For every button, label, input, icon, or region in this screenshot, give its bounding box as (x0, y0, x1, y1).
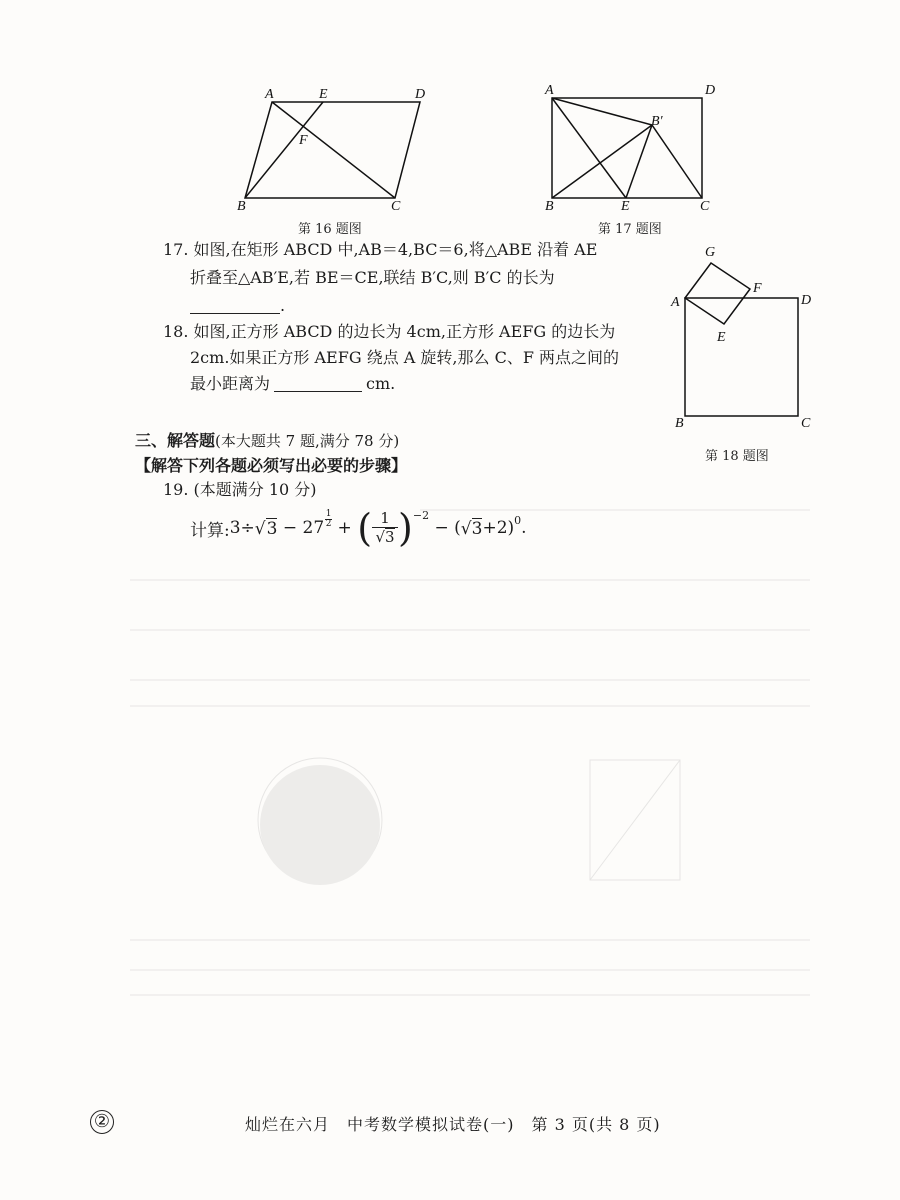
fig16-label-e: E (319, 87, 328, 102)
q19-end: . (521, 518, 527, 538)
q19-exp-num: 1 (325, 508, 332, 519)
fig18-label-e: E (717, 330, 726, 345)
q19-sqrt3b-radicand: 3 (471, 518, 483, 539)
reverse-side-show-through (120, 490, 840, 1050)
fig16-label-b: B (237, 199, 246, 214)
fig17-label-d: D (705, 83, 716, 98)
fig16-label-f: F (299, 133, 308, 148)
q18-line3-prefix: 最小距离为 (190, 374, 271, 393)
q19-exp-neg2: −2 (412, 508, 430, 522)
figure-16 (225, 80, 445, 215)
fig17-label-bprime: B′ (651, 114, 663, 129)
q19-paren-close: ) (398, 506, 413, 550)
q18-line3-suffix: cm. (366, 374, 396, 393)
q19-lead: 计算: (190, 520, 230, 541)
fig18-label-c: C (801, 416, 811, 431)
q19-plus: + (332, 518, 358, 538)
q19-header: 19. (本题满分 10 分) (163, 480, 317, 499)
q19-plus2: +2) (482, 518, 515, 538)
q19-minus-paren: − ( (429, 518, 461, 538)
figure-17-caption: 第 17 题图 (598, 222, 662, 237)
q19-exp-zero: 0 (514, 513, 522, 527)
figure-16-drawing (225, 80, 445, 215)
radical-sign: √ (375, 528, 386, 546)
q19-term1: 3÷ (229, 518, 255, 538)
q19-frac-den-radicand: 3 (385, 528, 395, 546)
fig16-label-d: D (415, 87, 426, 102)
fig18-label-a: A (671, 295, 680, 310)
figure-16-caption: 第 16 题图 (298, 222, 362, 237)
figure-18 (665, 240, 825, 440)
section-3-instruction: 【解答下列各题必须写出必要的步骤】 (135, 456, 408, 475)
q19-frac-num: 1 (380, 509, 390, 527)
fig17-label-c: C (700, 199, 710, 214)
section-3-heading (135, 428, 399, 451)
q17-answer-blank[interactable] (190, 297, 280, 314)
section-3-note: (本大题共 7 题,满分 78 分) (215, 432, 400, 450)
q18-line-3 (190, 374, 395, 394)
figure-17 (535, 80, 725, 215)
fig18-label-d: D (801, 293, 812, 308)
section-3-title: 三、解答题 (135, 431, 216, 450)
fig17-label-a: A (545, 83, 554, 98)
q18-answer-blank[interactable] (274, 375, 362, 392)
q17-line-1: 17. 如图,在矩形 ABCD 中,AB＝4,BC＝6,将△ABE 沿着 AE (163, 240, 598, 259)
q19-minus27: − 27 (277, 518, 325, 538)
q18-line-1: 18. 如图,正方形 ABCD 的边长为 4cm,正方形 AEFG 的边长为 (163, 322, 616, 341)
radical-sign: √ (460, 518, 472, 539)
fig17-label-e: E (621, 199, 630, 214)
q19-paren-open: ( (357, 506, 373, 550)
fig17-label-b: B (545, 199, 554, 214)
fig18-label-g: G (705, 245, 716, 260)
q19-sqrt3-radicand: 3 (266, 518, 278, 539)
fig18-label-f: F (753, 281, 762, 296)
fig18-label-b: B (675, 416, 684, 431)
q18-line-2: 2cm.如果正方形 AEFG 绕点 A 旋转,那么 C、F 两点之间的 (190, 348, 620, 367)
figure-18-drawing (665, 240, 825, 440)
q19-exp-den: 2 (325, 518, 332, 529)
q17-line-2: 折叠至△AB′E,若 BE＝CE,联结 B′C,则 B′C 的长为 (190, 268, 555, 287)
q17-end: . (280, 296, 286, 315)
q17-line-3 (190, 296, 285, 316)
page-footer: 灿烂在六月 中考数学模拟试卷(一) 第 3 页(共 8 页) (245, 1115, 661, 1134)
fig16-label-c: C (391, 199, 401, 214)
page-number-mark: ② (90, 1110, 114, 1134)
figure-18-caption: 第 18 题图 (705, 449, 769, 464)
radical-sign: √ (254, 518, 266, 539)
fig16-label-a: A (265, 87, 274, 102)
figure-17-drawing (535, 80, 725, 215)
